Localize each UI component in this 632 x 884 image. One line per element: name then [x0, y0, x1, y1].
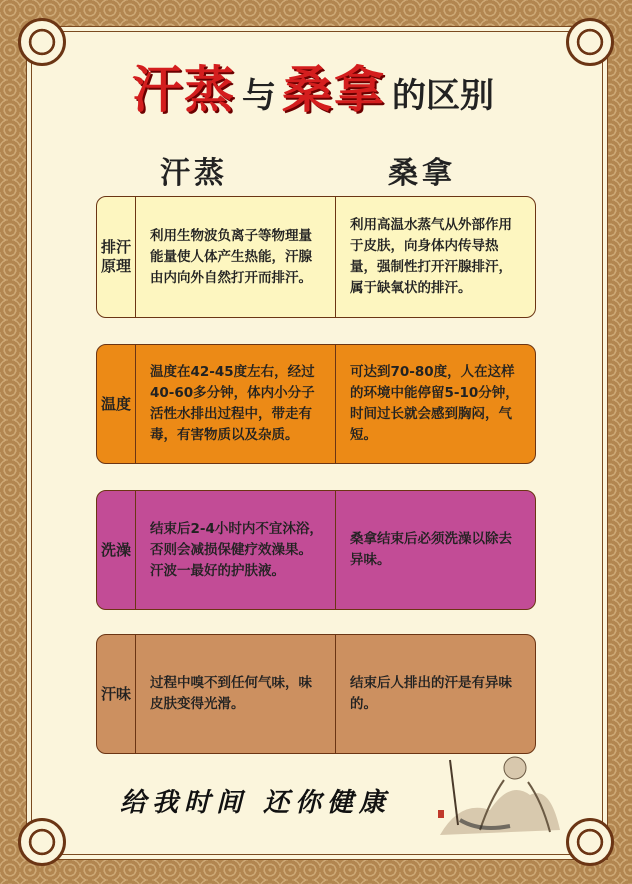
cell-sauna — [336, 345, 535, 463]
cell-sweat-steam — [136, 491, 336, 609]
comparison-row-bathing — [96, 490, 536, 610]
cell-sweat-steam — [136, 345, 336, 463]
title-part-and: 与 — [242, 76, 276, 116]
cell-sweat-steam — [136, 197, 336, 317]
cell-sauna — [336, 197, 535, 317]
cell-text: 结束后2-4小时内不宜沐浴，否则会减损保健疗效澡果。汗波一最好的护肤液。 — [150, 520, 323, 579]
slogan: 给我时间 还你健康 — [120, 788, 392, 818]
ink-painting-illustration — [420, 740, 570, 840]
row-label: 汗味 — [97, 635, 136, 753]
column-heading-sauna: 桑拿 — [388, 156, 456, 191]
cell-text: 可达到70-80度，人在这样的环境中能停留5-10分钟，时间过长就会感到胸闷，气短。 — [350, 364, 519, 443]
title-part-sweat-steam: 汗蒸 — [132, 61, 236, 119]
comparison-row-sweating-principle — [96, 196, 536, 318]
cell-sauna — [336, 491, 535, 609]
poster-title — [0, 50, 632, 122]
row-label: 排汗原理 — [97, 197, 136, 317]
title-part-sauna: 桑拿 — [282, 61, 386, 119]
corner-ornament-bottom-right — [566, 818, 614, 866]
cell-text: 结束后人排出的汗是有异味的。 — [350, 675, 512, 712]
cell-text: 温度在42-45度左右，经过40-60多分钟，体内小分子活性水排出过程中，带走有毒，有害物质以及杂质。 — [150, 364, 315, 443]
cell-text: 桑拿结束后必须洗澡以除去异味。 — [350, 531, 512, 568]
row-label: 洗澡 — [97, 491, 136, 609]
comparison-row-sweat-odor — [96, 634, 536, 754]
row-label: 温度 — [97, 345, 136, 463]
corner-ornament-bottom-left — [18, 818, 66, 866]
cell-sweat-steam — [136, 635, 336, 753]
column-heading-sweat-steam: 汗蒸 — [160, 156, 228, 191]
cell-text: 利用高温水蒸气从外部作用于皮肤，向身体内传导热量，强制性打开汗腺排汗，属于缺氧状的排汗。 — [350, 217, 512, 296]
comparison-row-temperature — [96, 344, 536, 464]
title-part-difference: 的区别 — [392, 76, 494, 116]
cell-sauna — [336, 635, 535, 753]
cell-text: 利用生物波负离子等物理量能量使人体产生热能，汗腺由内向外自然打开而排汗。 — [150, 227, 312, 286]
cell-text: 过程中嗅不到任何气味，味皮肤变得光滑。 — [150, 675, 312, 712]
